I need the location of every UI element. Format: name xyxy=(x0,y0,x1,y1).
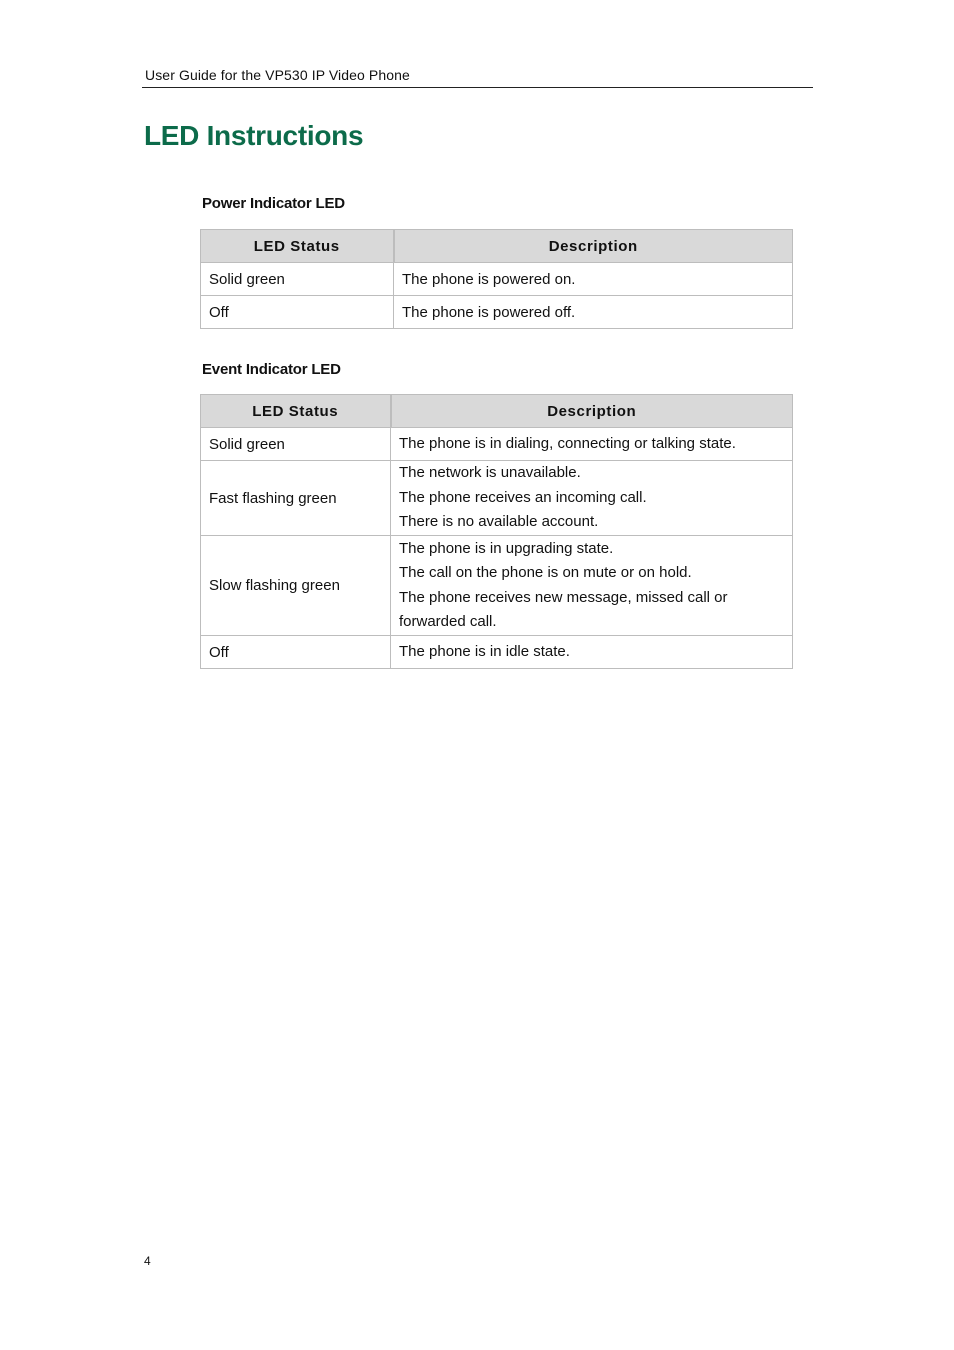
table-header-row xyxy=(201,395,793,428)
description-line: The phone receives new message, missed call or xyxy=(399,588,728,606)
description-cell: The phone is powered off. xyxy=(394,296,793,329)
page-number: 4 xyxy=(144,1254,151,1268)
event-led-table xyxy=(200,394,793,669)
table-row xyxy=(201,536,793,636)
description-line: forwarded call. xyxy=(399,613,497,630)
table-row xyxy=(201,636,793,669)
description-cell xyxy=(391,461,793,536)
description-line: The phone is in upgrading state. xyxy=(399,539,614,557)
led-status-cell: Solid green xyxy=(201,428,391,461)
description-line: There is no available account. xyxy=(399,513,599,531)
description-line: The phone is in idle state. xyxy=(399,642,570,660)
running-header: User Guide for the VP530 IP Video Phone xyxy=(145,67,410,83)
event-led-heading: Event Indicator LED xyxy=(202,361,341,378)
description-cell xyxy=(391,536,793,636)
description-line: The phone receives an incoming call. xyxy=(399,488,647,506)
led-status-cell: Off xyxy=(201,296,394,329)
description-cell xyxy=(391,428,793,461)
page-title: LED Instructions xyxy=(144,120,364,151)
table-row xyxy=(201,428,793,461)
column-header-led-status: LED Status xyxy=(201,230,394,263)
description-cell xyxy=(391,636,793,669)
column-header-description: Description xyxy=(394,230,793,263)
description-cell: The phone is powered on. xyxy=(394,263,793,296)
table-row xyxy=(201,296,793,329)
power-led-table xyxy=(200,229,793,329)
description-line: The phone is in dialing, connecting or talking state. xyxy=(399,434,736,452)
header-rule xyxy=(142,87,813,88)
description-line: The network is unavailable. xyxy=(399,464,581,482)
led-status-cell: Slow flashing green xyxy=(201,536,391,636)
column-header-led-status: LED Status xyxy=(201,395,391,428)
led-status-cell: Solid green xyxy=(201,263,394,296)
table-header-row xyxy=(201,230,793,263)
table-row xyxy=(201,461,793,536)
power-led-heading: Power Indicator LED xyxy=(202,195,345,212)
led-status-cell: Off xyxy=(201,636,391,669)
description-line: The call on the phone is on mute or on hold. xyxy=(399,564,692,581)
table-row xyxy=(201,263,793,296)
led-status-cell: Fast flashing green xyxy=(201,461,391,536)
column-header-description: Description xyxy=(391,395,793,428)
